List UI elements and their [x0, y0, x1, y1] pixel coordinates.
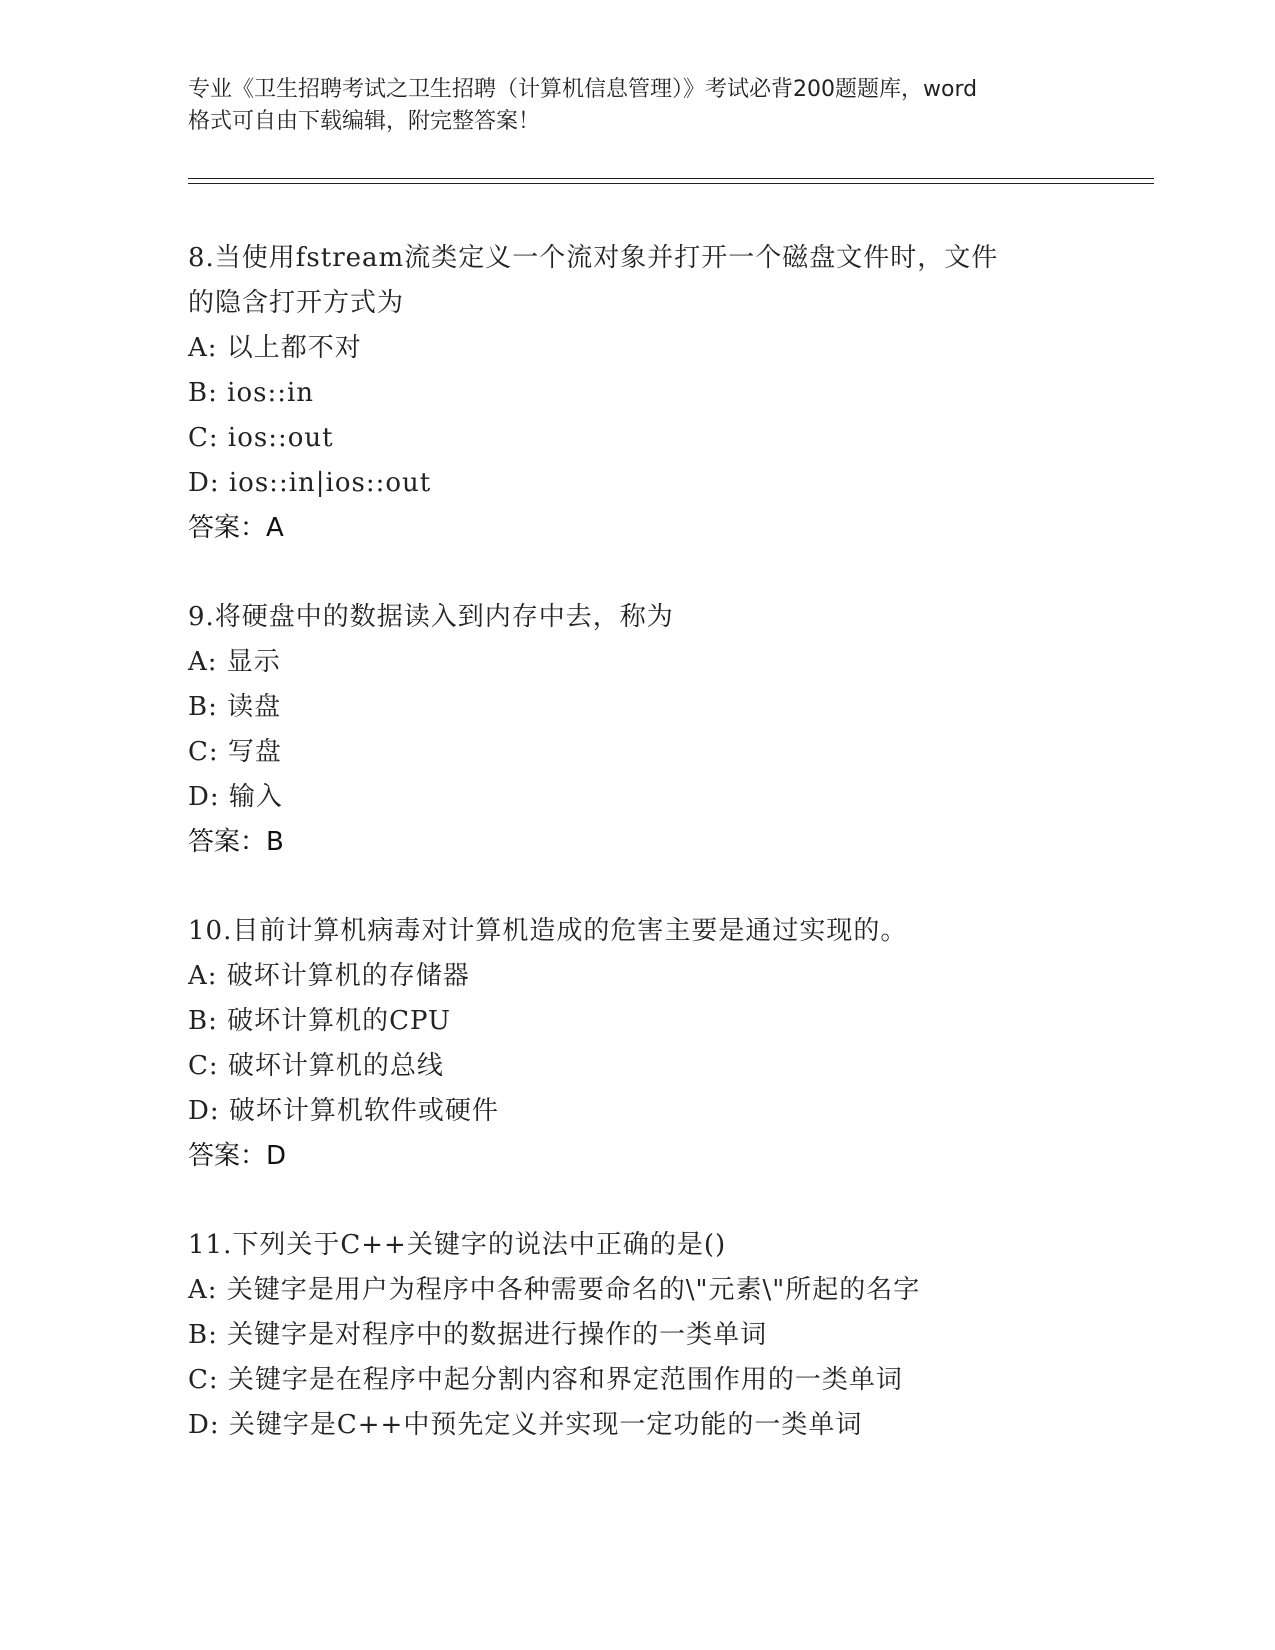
option-b: B: 读盘: [188, 692, 282, 722]
question-text: 11.下列关于C++关键字的说法中正确的是(): [188, 1230, 727, 1260]
option-c: C: ios::out: [188, 423, 334, 453]
header-line-1: 专业《卫生招聘考试之卫生招聘（计算机信息管理）》考试必背200题题库，word: [188, 77, 978, 102]
option-c: C: 破坏计算机的总线: [188, 1051, 444, 1081]
question-11: [188, 1223, 1088, 1448]
question-9: [188, 595, 1088, 865]
question-list: [188, 236, 1088, 1492]
question-text-continued: 的隐含打开方式为: [188, 288, 405, 318]
question-8: [188, 236, 1088, 551]
question-10: [188, 909, 1088, 1179]
option-b: B: 关键字是对程序中的数据进行操作的一类单词: [188, 1320, 768, 1350]
option-a: A: 破坏计算机的存储器: [188, 961, 470, 991]
option-d: D: 关键字是C++中预先定义并实现一定功能的一类单词: [188, 1410, 863, 1440]
option-c: C: 关键字是在程序中起分割内容和界定范围作用的一类单词: [188, 1365, 903, 1395]
option-b: B: 破坏计算机的CPU: [188, 1006, 451, 1036]
option-b: B: ios::in: [188, 378, 315, 408]
option-d: D: 破坏计算机软件或硬件: [188, 1096, 499, 1126]
option-a: A: 显示: [188, 647, 281, 677]
header-line-2: 格式可自由下载编辑，附完整答案！: [188, 109, 541, 134]
question-text: 8.当使用fstream流类定义一个流对象并打开一个磁盘文件时，文件: [188, 243, 999, 273]
option-a: A: 关键字是用户为程序中各种需要命名的\"元素\"所起的名字: [188, 1275, 921, 1305]
answer-line: 答案：D: [188, 1141, 287, 1171]
document-header: [188, 74, 1088, 138]
question-text: 10.目前计算机病毒对计算机造成的危害主要是通过实现的。: [188, 916, 908, 946]
option-a: A: 以上都不对: [188, 333, 362, 363]
option-c: C: 写盘: [188, 737, 282, 767]
answer-line: 答案：A: [188, 513, 284, 543]
answer-line: 答案：B: [188, 827, 284, 857]
header-divider-bottom: [188, 183, 1154, 184]
header-divider-top: [188, 178, 1154, 179]
option-d: D: ios::in|ios::out: [188, 468, 432, 498]
option-d: D: 输入: [188, 782, 283, 812]
question-text: 9.将硬盘中的数据读入到内存中去，称为: [188, 602, 674, 632]
